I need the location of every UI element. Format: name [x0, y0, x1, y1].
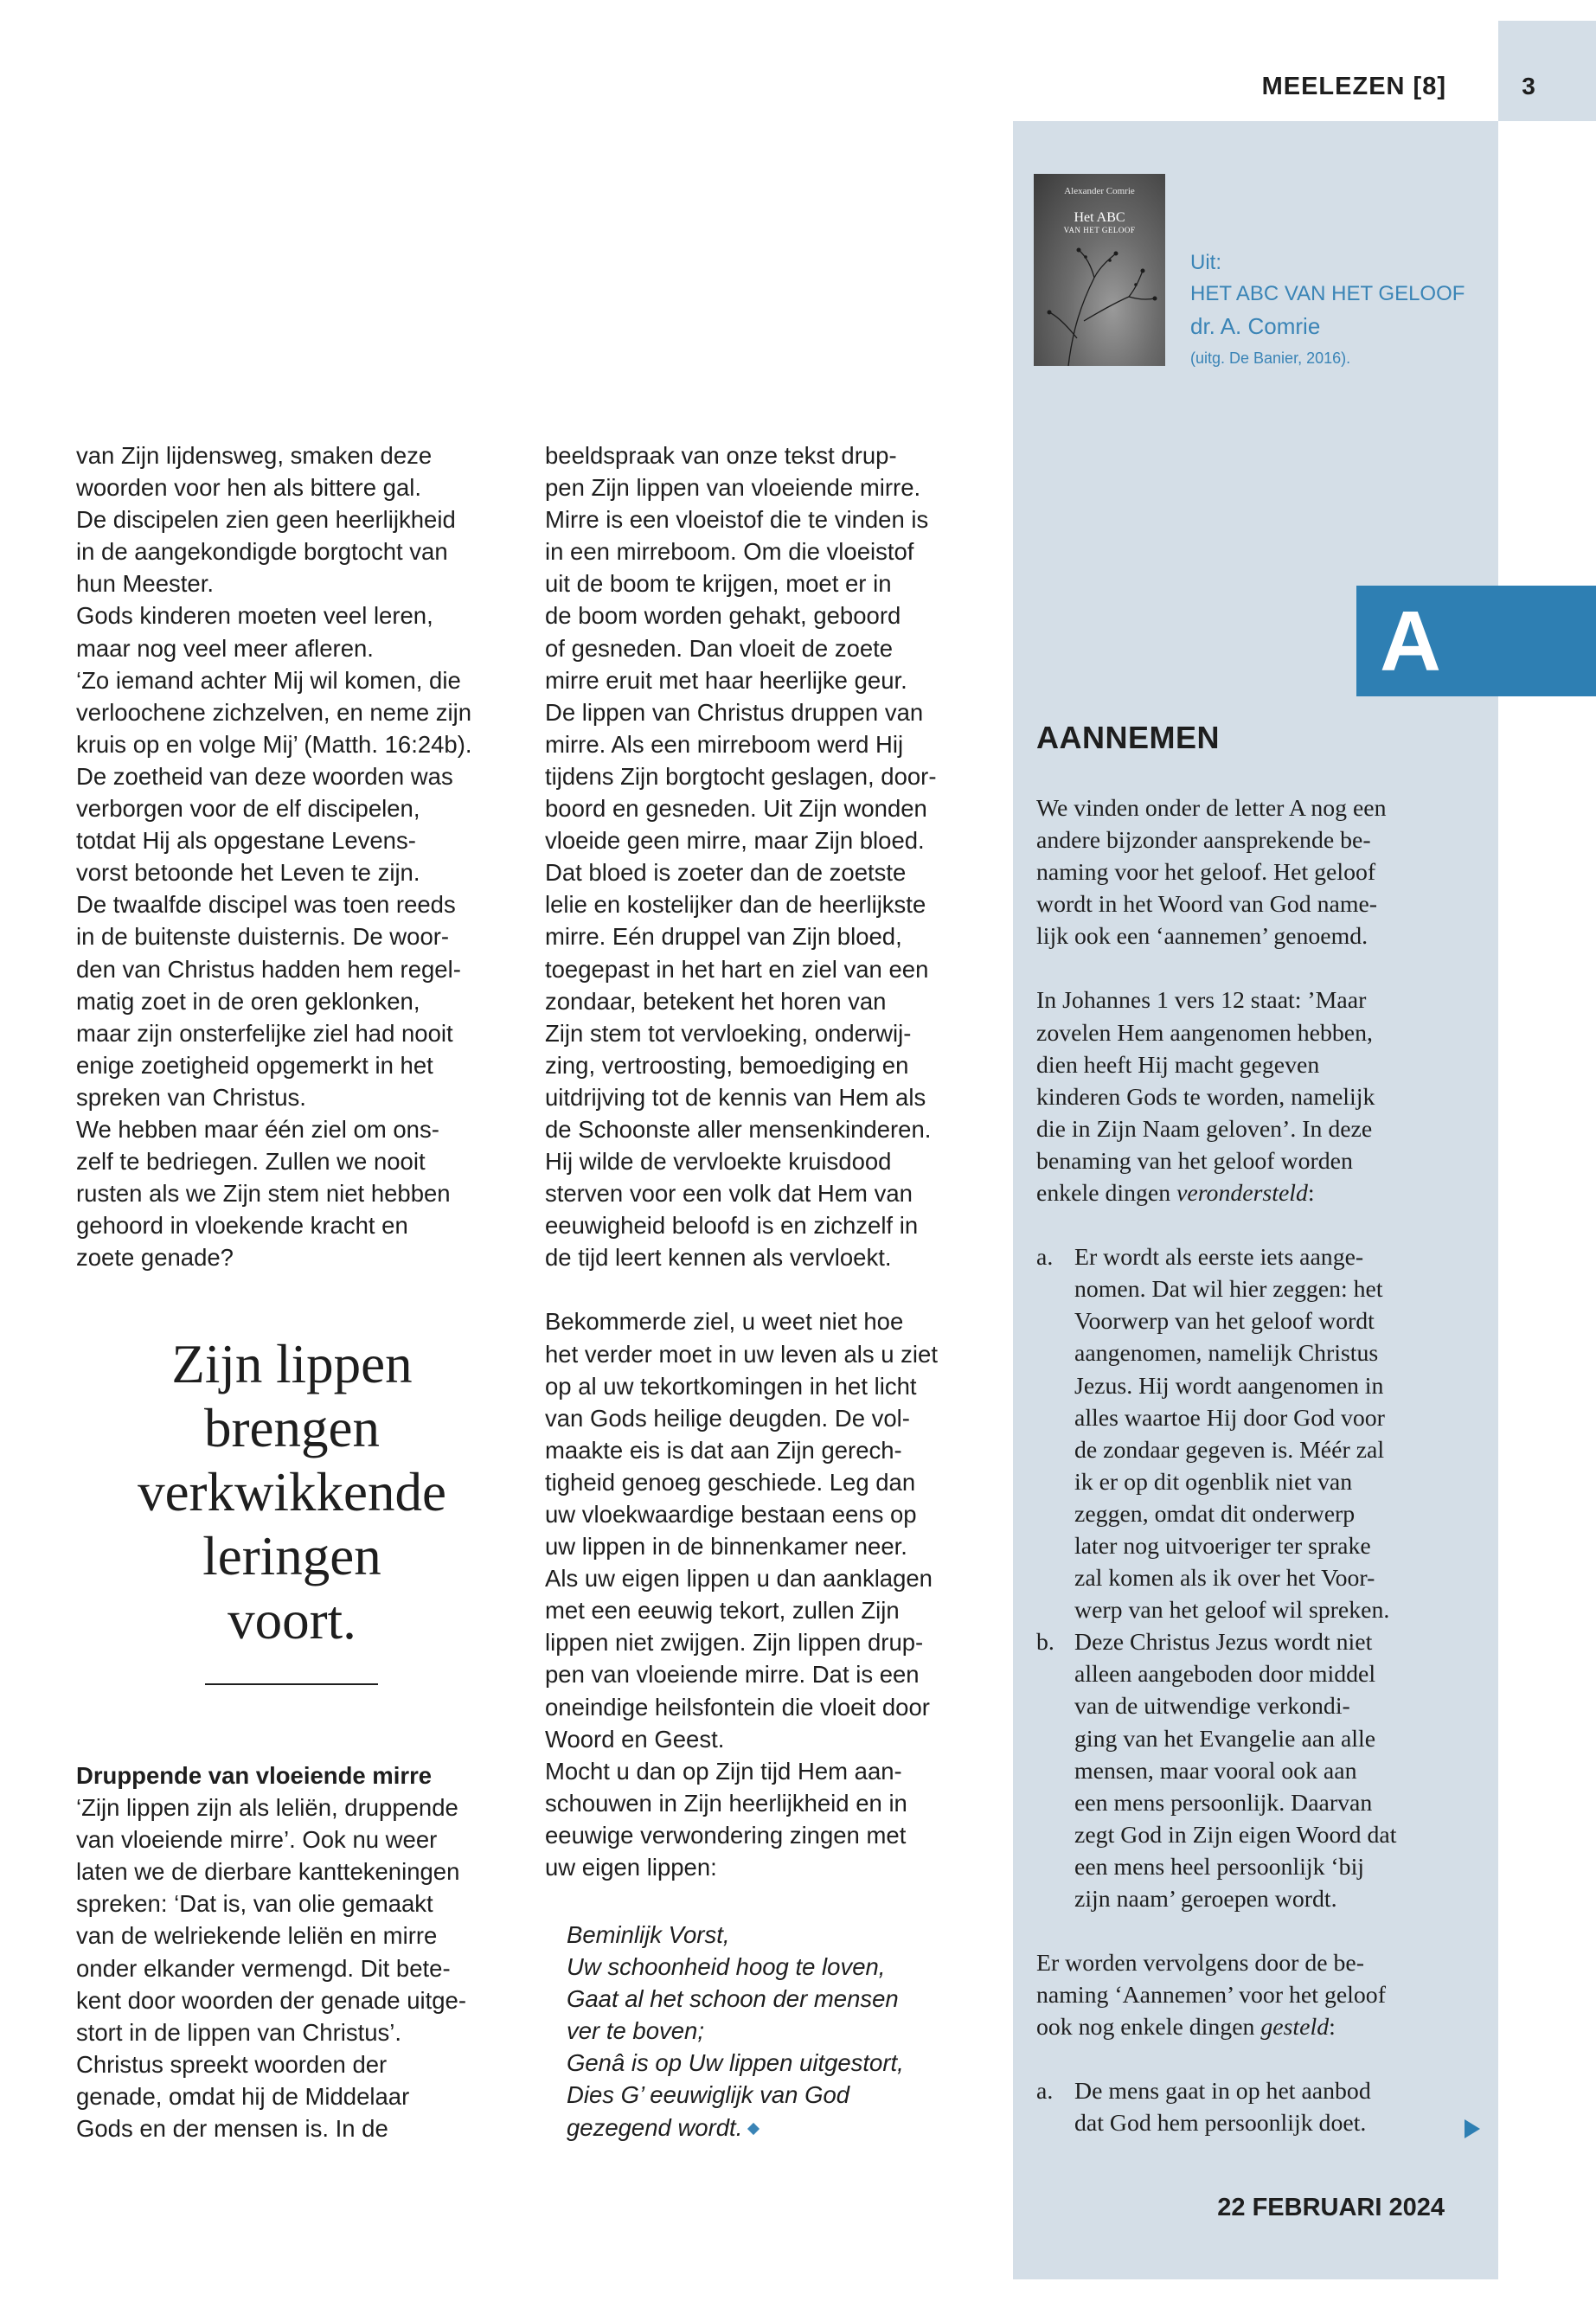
body-line: De discipelen zien geen heerlijkheid [76, 506, 456, 534]
body-line: matig zoet in de oren geklonken, [76, 987, 420, 1015]
body-line: pen van vloeiende mirre. Dat is een [545, 1661, 920, 1689]
book-cover-image [1034, 174, 1165, 366]
body-line: kent door woorden der genade uitge- [76, 1986, 467, 2014]
list-item-line: zal komen als ik over het Voor- [1074, 1565, 1375, 1593]
body-line: lelie en kostelijker dan de heerlijkste [545, 891, 926, 919]
body-line: enige zoetigheid opgemerkt in het [76, 1051, 433, 1079]
body-line: eeuwige verwondering zingen met [545, 1821, 907, 1849]
body-line: tijdens Zijn borgtocht geslagen, door- [545, 762, 937, 790]
body-line: maar zijn onsterfelijke ziel had nooit [76, 1019, 453, 1047]
body-line: sterven voor een volk dat Hem van [545, 1180, 913, 1208]
body-line: Dat bloed is zoeter dan de zoetste [545, 859, 907, 887]
list-item-line: aangenomen, namelijk Christus [1074, 1340, 1379, 1368]
body-line: zoete genade? [76, 1244, 234, 1272]
pull-quote-line: leringen [202, 1526, 381, 1586]
continue-arrow-icon [1465, 2119, 1480, 2138]
source-label: Uit: [1190, 251, 1221, 274]
list-item-line: dat God hem persoonlijk doet. [1074, 2110, 1367, 2138]
body-line: ‘Zijn lippen zijn als leliën, druppende [76, 1794, 458, 1822]
poem-line: Genâ is op Uw lippen uitgestort, [567, 2049, 904, 2077]
body-line: verloochene zichzelven, en neme zijn [76, 698, 472, 726]
list-item-line: van de uitwendige verkondi- [1074, 1693, 1350, 1721]
body-line: gehoord in vloekende kracht en [76, 1212, 408, 1240]
body-line: mirre eruit met haar heerlijke geur. [545, 666, 907, 694]
body-line: Zijn stem tot vervloeking, onderwij- [545, 1019, 912, 1047]
body-line: spreken: ‘Dat is, van olie gemaakt [76, 1890, 433, 1918]
body-line: met een eeuwig tekort, zullen Zijn [545, 1597, 900, 1625]
body-line: boord en gesneden. Uit Zijn wonden [545, 795, 927, 823]
sidebar-line: In Johannes 1 vers 12 staat: ’Maar [1036, 987, 1367, 1015]
body-line: maar nog veel meer afleren. [76, 634, 374, 662]
body-line: Gods en der mensen is. In de [76, 2115, 388, 2143]
body-line: pen Zijn lippen van vloeiende mirre. [545, 474, 921, 502]
body-line: ‘Zo iemand achter Mij wil komen, die [76, 666, 461, 694]
poem-line: gezegend wordt. [567, 2112, 982, 2144]
sidebar-line: kinderen Gods te worden, namelijk [1036, 1083, 1375, 1111]
pull-quote-line: brengen [204, 1398, 380, 1458]
body-line: vorst betoonde het Leven te zijn. [76, 859, 420, 887]
body-line: spreken van Christus. [76, 1083, 306, 1111]
list-item-line: later nog uitvoeriger ter sprake [1074, 1532, 1371, 1560]
body-line: van Gods heilige deugden. De vol- [545, 1404, 910, 1432]
page-number: 3 [1522, 73, 1535, 99]
body-line: eeuwigheid beloofd is en zichzelf in [545, 1212, 919, 1240]
body-line: uit de boom te krijgen, moet er in [545, 570, 892, 598]
cover-subtitle: VAN HET GELOOF [1063, 226, 1136, 234]
body-line: Christus spreekt woorden der [76, 2050, 388, 2078]
poem-line: Dies G’ eeuwiglijk van God [567, 2081, 850, 2109]
poem-quote [567, 1919, 982, 2144]
sidebar-line: Er worden vervolgens door de be- [1036, 1950, 1364, 1977]
list-item-line: zijn naam’ geroepen wordt. [1074, 1886, 1337, 1913]
list-item-line: Deze Christus Jezus wordt niet [1074, 1629, 1373, 1657]
body-line: verborgen voor de elf discipelen, [76, 795, 420, 823]
body-line: de Schoonste aller mensenkinderen. [545, 1115, 932, 1143]
pull-quote-line: voort. [228, 1590, 356, 1650]
body-line: onder elkander vermengd. Dit bete- [76, 1954, 451, 1982]
section-letter: A [1380, 593, 1441, 689]
sidebar-line: naming ‘Aannemen’ voor het geloof [1036, 1982, 1386, 2009]
body-line: uw lippen in de binnenkamer neer. [545, 1533, 907, 1561]
sidebar-line: wordt in het Woord van God name- [1036, 891, 1378, 919]
list-marker: a. [1036, 1244, 1054, 1272]
body-line: van Zijn lijdensweg, smaken deze [76, 442, 433, 469]
body-line: We hebben maar één ziel om ons- [76, 1115, 439, 1143]
body-line: oneindige heilsfontein die vloeit door [545, 1693, 930, 1721]
body-line: uw eigen lippen: [545, 1854, 717, 1881]
sidebar-line: benaming van het geloof worden [1036, 1147, 1353, 1175]
body-line: hun Meester. [76, 570, 214, 598]
poem-line: Uw schoonheid hoog te loven, [567, 1953, 886, 1981]
body-line: uitdrijving tot de kennis van Hem als [545, 1083, 926, 1111]
body-line: vloeide geen mirre, maar Zijn bloed. [545, 827, 925, 855]
sidebar-line: lijk ook een ‘aannemen’ genoemd. [1036, 923, 1368, 951]
body-line: zing, vertroosting, bemoediging en [545, 1051, 909, 1079]
body-line: in een mirreboom. Om die vloeistof [545, 538, 914, 566]
body-line: zondaar, betekent het horen van [545, 987, 887, 1015]
sidebar-line: dien heeft Hij macht gegeven [1036, 1051, 1320, 1079]
body-line: zelf te bedriegen. Zullen we nooit [76, 1148, 426, 1176]
poem-line: Gaat al het schoon der mensen [567, 1985, 899, 2013]
pull-quote-line: verkwikkende [138, 1462, 446, 1522]
body-line: toegepast in het hart en ziel van een [545, 955, 929, 983]
source-book-title: HET ABC VAN HET GELOOF [1190, 282, 1465, 305]
body-line: schouwen in Zijn heerlijkheid en in [545, 1789, 907, 1817]
body-line: den van Christus hadden hem regel- [76, 955, 461, 983]
sidebar-line: die in Zijn Naam geloven’. In deze [1036, 1115, 1373, 1143]
list-item-line: de zondaar gegeven is. Méér zal [1074, 1436, 1385, 1464]
body-line: beeldspraak van onze tekst drup- [545, 442, 897, 469]
source-publisher: (uitg. De Banier, 2016). [1190, 349, 1351, 367]
list-item-line: ik er op dit ogenblik niet van [1074, 1468, 1353, 1496]
body-line: kruis op en volge Mij’ (Matth. 16:24b). [76, 730, 472, 758]
body-line: Mocht u dan op Zijn tijd Hem aan- [545, 1757, 902, 1785]
body-line: tigheid genoeg geschiede. Leg dan [545, 1468, 916, 1496]
body-line: van vloeiende mirre’. Ook nu weer [76, 1826, 438, 1854]
pull-quote [87, 1332, 497, 1652]
sidebar-line: andere bijzonder aansprekende be- [1036, 827, 1371, 855]
body-line: rusten als we Zijn stem niet hebben [76, 1180, 451, 1208]
list-item [1036, 1626, 1469, 1915]
sidebar-line: naming voor het geloof. Het geloof [1036, 859, 1376, 887]
list-item-line: een mens persoonlijk. Daarvan [1074, 1789, 1373, 1817]
list-marker: b. [1036, 1629, 1054, 1657]
body-line: woorden voor hen als bittere gal. [76, 474, 421, 502]
pull-quote-divider [205, 1683, 378, 1685]
body-line: De lippen van Christus druppen van [545, 698, 924, 726]
list-item [1036, 1241, 1469, 1626]
pull-quote-line: Zijn lippen [171, 1334, 413, 1394]
list-item-line: mensen, maar vooral ook aan [1074, 1757, 1357, 1785]
list-marker: a. [1036, 2078, 1054, 2106]
list-item-line: nomen. Dat wil hier zeggen: het [1074, 1276, 1383, 1304]
body-line: totdat Hij als opgestane Levens- [76, 827, 416, 855]
poem-line: ver te boven; [567, 2017, 704, 2045]
list-item-line: een mens heel persoonlijk ‘bij [1074, 1853, 1365, 1881]
body-line: Als uw eigen lippen u dan aanklagen [545, 1565, 933, 1593]
list-item-line: zeggen, omdat dit onderwerp [1074, 1500, 1356, 1528]
body-line: Mirre is een vloeistof die te vinden is [545, 506, 929, 534]
source-author: dr. A. Comrie [1190, 313, 1321, 339]
cover-title: Het ABC [1074, 210, 1125, 225]
body-line: Woord en Geest. [545, 1725, 725, 1753]
body-line: van de welriekende leliën en mirre [76, 1922, 438, 1950]
column-1-text [76, 439, 535, 1273]
sidebar-heading: AANNEMEN [1036, 720, 1221, 755]
body-line: Gods kinderen moeten veel leren, [76, 602, 433, 630]
body-line: Hij wilde de vervloekte kruisdood [545, 1148, 892, 1176]
body-line: stort in de lippen van Christus’. [76, 2018, 402, 2046]
list-item-line: Jezus. Hij wordt aangenomen in [1074, 1372, 1384, 1400]
body-line: in de buitenste duisternis. De woor- [76, 923, 450, 951]
sidebar-line: We vinden onder de letter A nog een [1036, 795, 1387, 822]
section-title: MEELEZEN [8] [1261, 73, 1446, 100]
subheading: Druppende van vloeiende mirre [76, 1762, 433, 1789]
sidebar-line: zovelen Hem aangenomen hebben, [1036, 1019, 1373, 1047]
page-tab [1498, 21, 1596, 121]
body-line: Bekommerde ziel, u weet niet hoe [545, 1308, 904, 1336]
list-item-line: ging van het Evangelie aan alle [1074, 1725, 1376, 1753]
body-line: maakte eis is dat aan Zijn gerech- [545, 1436, 902, 1464]
body-line: mirre. Als een mirreboom werd Hij [545, 730, 904, 758]
list-item-line: De mens gaat in op het aanbod [1074, 2078, 1371, 2106]
column-1-bottom-text [76, 1759, 535, 2144]
sidebar-line: enkele dingen verondersteld: [1036, 1180, 1315, 1208]
end-mark-icon [747, 2123, 760, 2135]
body-line: uw vloekwaardige bestaan eens op [545, 1501, 917, 1528]
list-item-line: alleen aangeboden door middel [1074, 1661, 1376, 1689]
body-line: of gesneden. Dan vloeit de zoete [545, 634, 894, 662]
body-line: de tijd leert kennen als vervloekt. [545, 1244, 892, 1272]
body-line: mirre. Eén druppel van Zijn bloed, [545, 923, 902, 951]
branches-illustration [1034, 174, 1165, 366]
body-line: in de aangekondigde borgtocht van [76, 538, 448, 566]
list-item-line: Voorwerp van het geloof wordt [1074, 1308, 1375, 1336]
body-line: De twaalfde discipel was toen reeds [76, 891, 456, 919]
column-2-text [545, 439, 986, 1883]
list-item-line: alles waartoe Hij door God voor [1074, 1404, 1385, 1432]
body-line: De zoetheid van deze woorden was [76, 762, 453, 790]
body-line: lippen niet zwijgen. Zijn lippen drup- [545, 1629, 924, 1657]
cover-author: Alexander Comrie [1064, 186, 1135, 196]
body-line: het verder moet in uw leven als u ziet [545, 1340, 938, 1368]
list-item-line: Er wordt als eerste iets aange- [1074, 1244, 1364, 1272]
body-line: op al uw tekortkomingen in het licht [545, 1372, 917, 1400]
list-item [1036, 2075, 1469, 2139]
poem-line: Beminlijk Vorst, [567, 1921, 730, 1948]
sidebar-body [1036, 792, 1469, 2140]
list-item-line: zegt God in Zijn eigen Woord dat [1074, 1821, 1397, 1849]
body-line: de boom worden gehakt, geboord [545, 602, 901, 630]
sidebar-line: ook nog enkele dingen gesteld: [1036, 2014, 1336, 2041]
issue-date: 22 FEBRUARI 2024 [1217, 2194, 1445, 2221]
body-line: genade, omdat hij de Middelaar [76, 2082, 410, 2110]
list-item-line: werp van het geloof wil spreken. [1074, 1597, 1390, 1625]
body-line: laten we de dierbare kanttekeningen [76, 1858, 460, 1886]
